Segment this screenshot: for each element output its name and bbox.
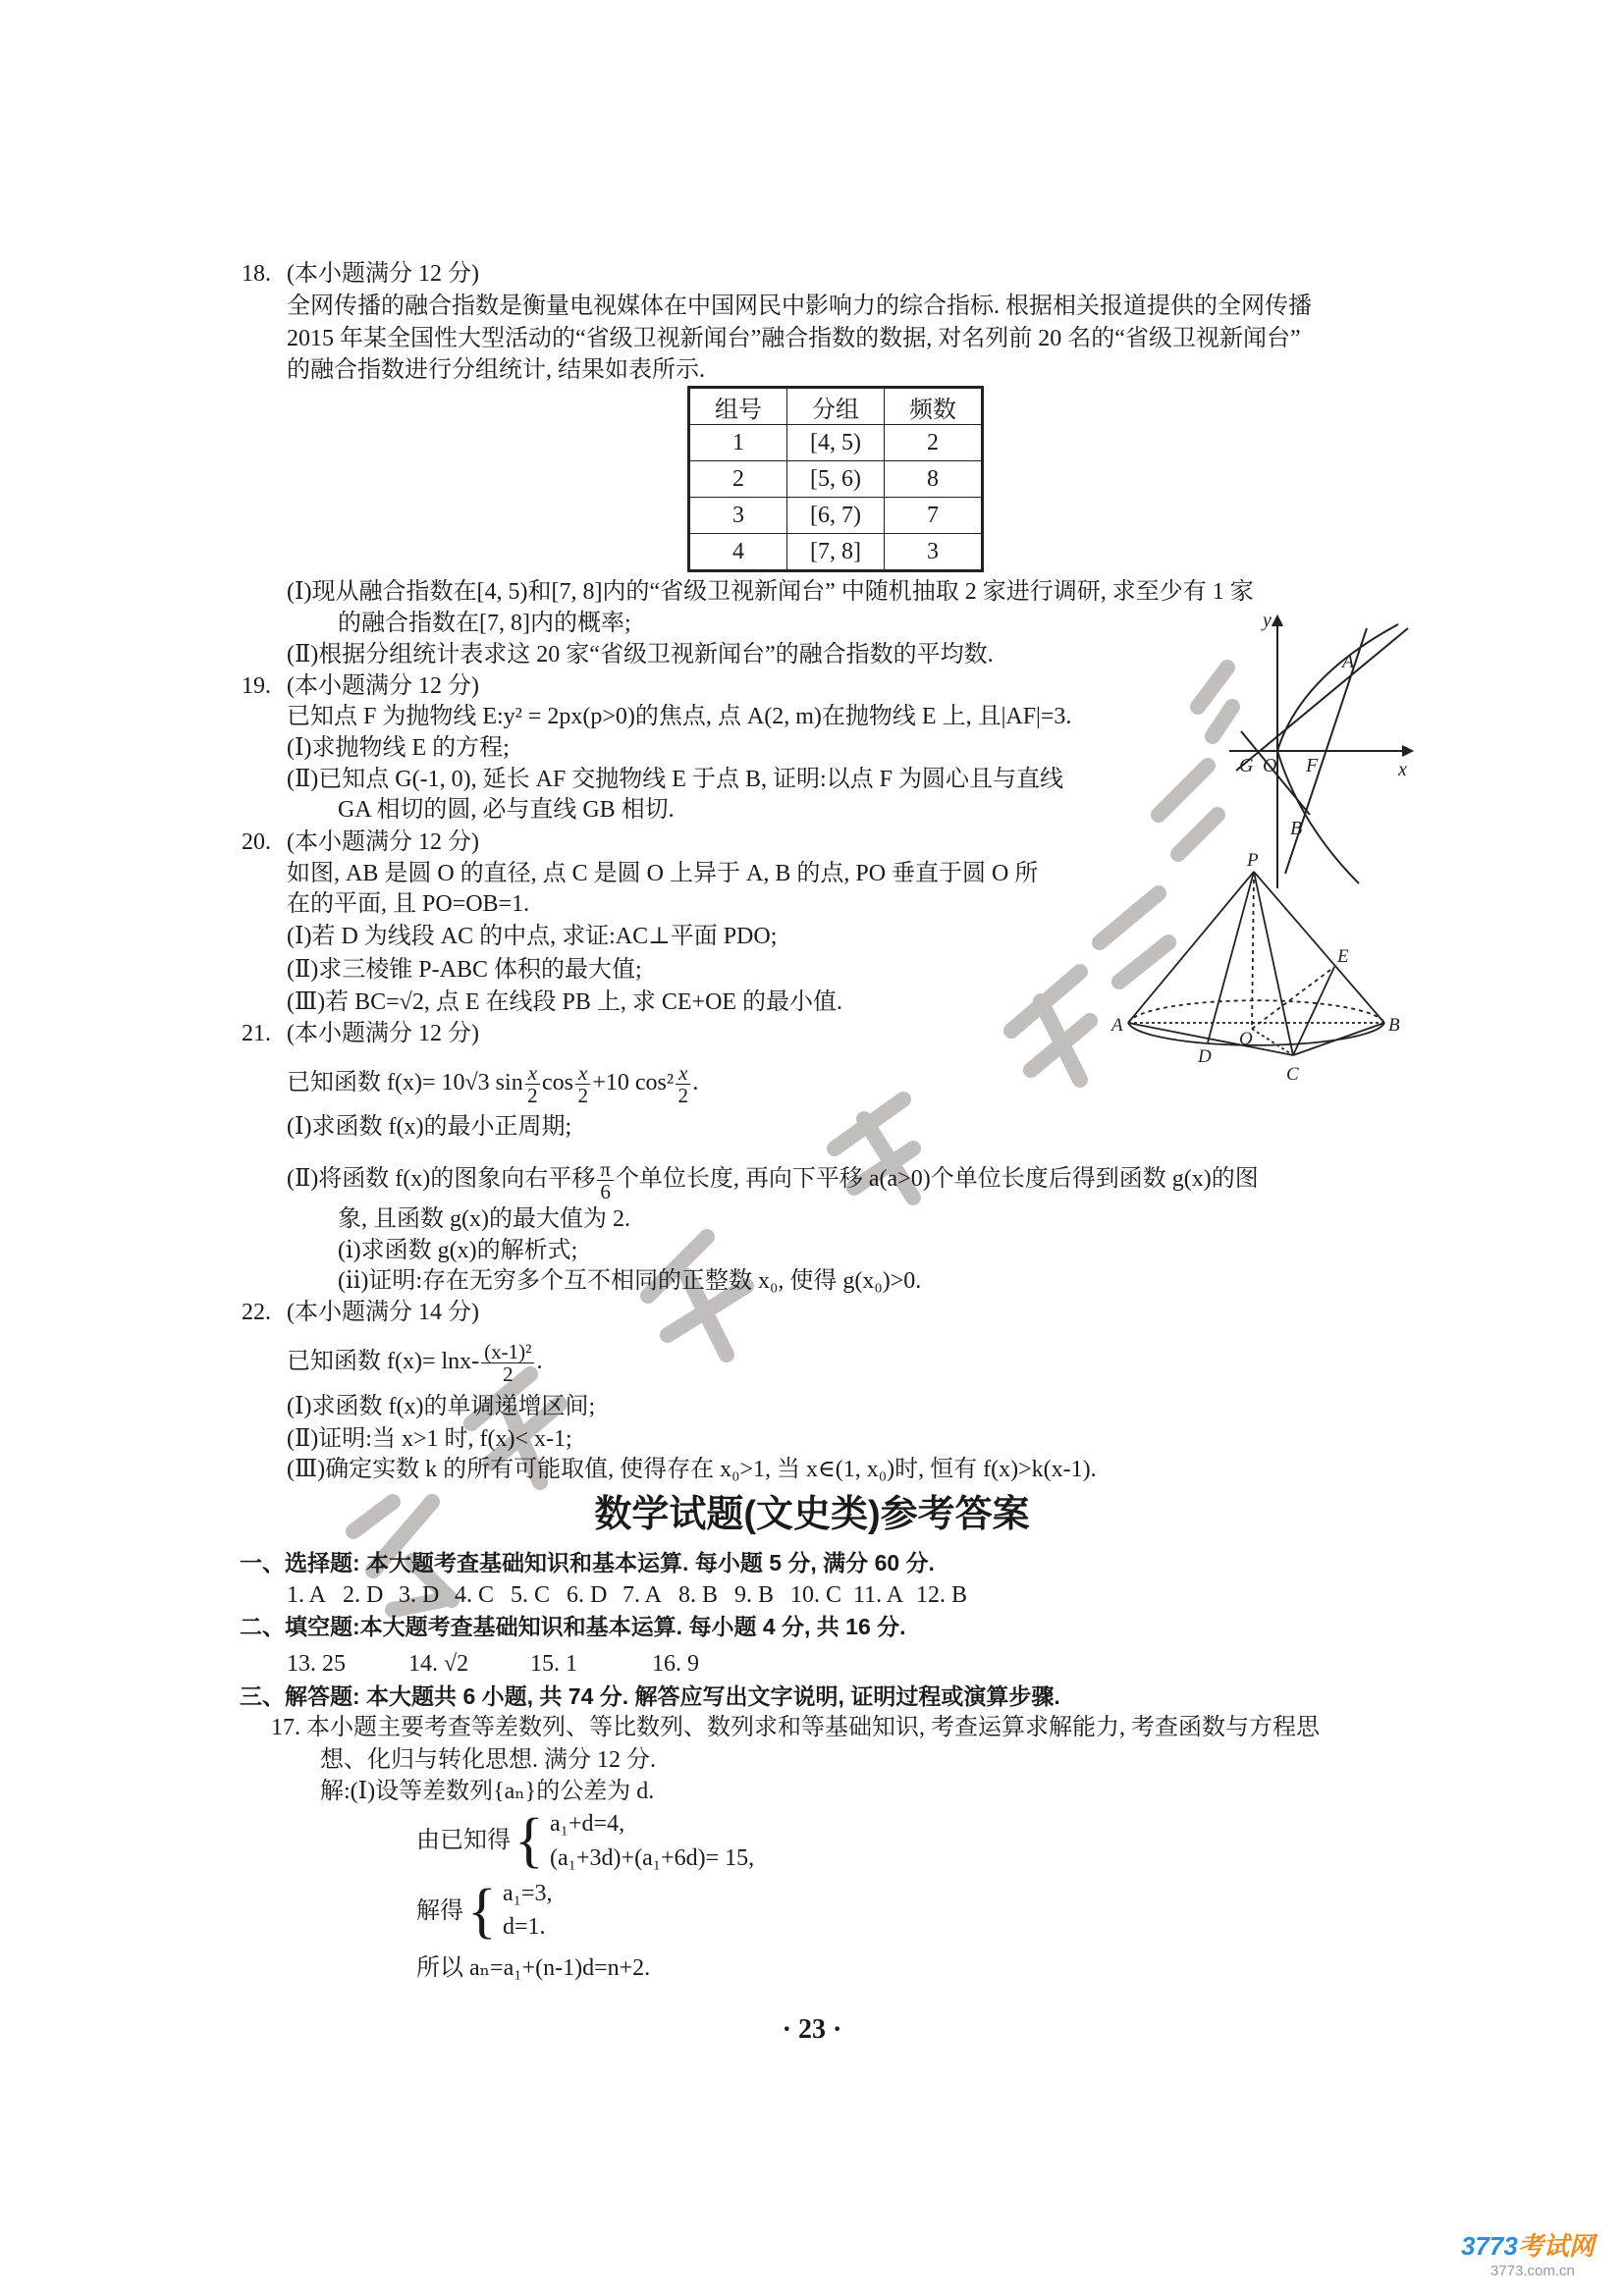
q19-body: 已知点 F 为抛物线 E:y² = 2px(p>0)的焦点, 点 A(2, m)在抛物线 E 上, 且|AF|=3. <box>287 704 1072 729</box>
brace: { <box>467 1878 497 1945</box>
q22-formula <box>287 1341 542 1385</box>
q20-part: (Ⅲ)若 BC=√2, 点 E 在线段 PB 上, 求 CE+OE 的最小值. <box>287 989 843 1015</box>
q21-subpart: (ⅰ)求函数 g(x)的解析式; <box>338 1238 578 1263</box>
logo-text: 考试网 <box>1517 2231 1595 2261</box>
section-choice-header: 一、选择题: 本大题考查基础知识和基本运算. 每小题 5 分, 满分 60 分. <box>240 1550 935 1575</box>
formula-text: +10 cos² <box>592 1070 675 1096</box>
choice-answer: 8. B <box>678 1582 719 1608</box>
label-x: x <box>1398 759 1407 780</box>
choice-answers <box>287 1580 979 1610</box>
fill-answers <box>287 1649 768 1679</box>
q21-header: (本小题满分 12 分) <box>287 1021 479 1046</box>
numerator: (x-1)² <box>481 1341 534 1363</box>
table-header-row <box>689 388 983 425</box>
q19-header: (本小题满分 12 分) <box>287 673 479 699</box>
label-b: B <box>1388 1015 1400 1036</box>
table-row <box>689 534 983 571</box>
q17-description: 17. 本小题主要考查等差数列、等比数列、数列求和等基础知识, 考查运算求解能力, 考查函数与方程思 <box>271 1715 1320 1740</box>
edge-pa <box>1128 872 1254 1023</box>
label-o: O <box>1239 1029 1253 1049</box>
fraction <box>575 1062 590 1106</box>
table-cell: [6, 7) <box>787 498 885 534</box>
fraction <box>525 1062 540 1106</box>
table-cell: [5, 6) <box>787 461 885 498</box>
edge-po <box>1252 872 1254 1029</box>
choice-answer: 7. A <box>623 1582 663 1608</box>
fraction <box>597 1158 614 1202</box>
label-a: A <box>1111 1015 1123 1036</box>
logo-domain: 3773.com.cn <box>1490 2263 1575 2279</box>
table-cell: 3 <box>885 534 983 571</box>
numerator: x <box>525 1062 540 1085</box>
table-cell: 2 <box>689 461 787 498</box>
base-back-arc <box>1128 1000 1384 1023</box>
q18-body: 全网传播的融合指数是衡量电视媒体在中国网民中影响力的综合指标. 根据相关报道提供的全网传播 <box>287 294 1312 319</box>
choice-answer: 1. A <box>287 1582 327 1608</box>
q22-header: (本小题满分 14 分) <box>287 1300 479 1325</box>
table-header: 频数 <box>885 388 983 425</box>
edge-pd <box>1208 872 1254 1042</box>
choice-answer: 2. D <box>343 1582 384 1608</box>
label-f: F <box>1306 755 1319 776</box>
brace: { <box>514 1807 544 1874</box>
system-equation: a₁+d=4, <box>550 1811 625 1837</box>
choice-answer: 9. B <box>734 1582 775 1608</box>
fill-answer: 13. 25 <box>287 1651 346 1677</box>
choice-answer: 6. D <box>567 1582 608 1608</box>
part-text: 个单位长度, 再向下平移 a(a>0)个单位长度后得到函数 g(x)的图 <box>615 1166 1259 1193</box>
q22-number: 22. <box>242 1300 271 1325</box>
q21-subpart: (ⅱ)证明:存在无穷多个互不相同的正整数 x₀, 使得 g(x₀)>0. <box>338 1268 922 1294</box>
choice-answer: 5. C <box>511 1582 551 1608</box>
edge-oc <box>1252 1029 1293 1055</box>
system-equation: (a₁+3d)+(a₁+6d)= 15, <box>550 1845 755 1871</box>
q20-header: (本小题满分 12 分) <box>287 829 479 855</box>
numerator: π <box>597 1158 614 1181</box>
line-ga <box>1236 628 1408 771</box>
q21-formula <box>287 1062 698 1106</box>
y-axis-arrow <box>1272 616 1282 626</box>
label-d: D <box>1198 1046 1212 1067</box>
q18-body: 2015 年某全国性大型活动的“省级卫视新闻台”融合指数的数据, 对名列前 20 名的“省级卫视新闻台” <box>287 326 1301 351</box>
denominator: 2 <box>677 1084 688 1107</box>
label-p: P <box>1247 850 1259 871</box>
q20-part: (Ⅰ)若 D 为线段 AC 的中点, 求证:AC⊥平面 PDO; <box>287 924 778 949</box>
q17-solution: 解:(Ⅰ)设等差数列{aₙ}的公差为 d. <box>320 1779 655 1804</box>
choice-answer: 4. C <box>455 1582 495 1608</box>
q17-result: 所以 aₙ=a₁+(n-1)d=n+2. <box>416 1955 651 1981</box>
table-header: 组号 <box>689 388 787 425</box>
fraction <box>676 1062 690 1106</box>
denominator: 2 <box>503 1362 514 1386</box>
system-label: 由已知得 <box>416 1828 511 1853</box>
table-cell: [7, 8] <box>787 534 885 571</box>
label-b: B <box>1290 818 1303 839</box>
q18-number: 18. <box>242 261 271 287</box>
choice-answer: 10. C <box>790 1582 842 1608</box>
watermark-char <box>1159 766 1218 854</box>
label-o: O <box>1263 755 1277 776</box>
formula-text: 已知函数 f(x)= lnx- <box>287 1349 480 1375</box>
page-number: · 23 · <box>782 2014 842 2045</box>
q22-part: (Ⅰ)求函数 f(x)的单调递增区间; <box>287 1394 596 1419</box>
q21-part <box>287 1158 1259 1202</box>
numerator: x <box>676 1062 690 1085</box>
formula-text: 已知函数 f(x)= 10√3 sin <box>287 1070 523 1096</box>
q20-part: (Ⅱ)求三棱锥 P-ABC 体积的最大值; <box>287 957 642 983</box>
q20-number: 20. <box>242 829 271 855</box>
q18-part: 的融合指数在[7, 8]内的概率; <box>338 611 631 636</box>
choice-answer: 3. D <box>399 1582 440 1608</box>
q20-body: 如图, AB 是圆 O 的直径, 点 C 是圆 O 上异于 A, B 的点, PO 垂直于圆 O 所 <box>287 861 1039 886</box>
q21-number: 21. <box>242 1021 271 1046</box>
denominator: 2 <box>577 1084 588 1107</box>
parabola-curve <box>1277 624 1398 883</box>
frequency-table <box>687 386 984 572</box>
fill-answer: 15. 1 <box>530 1651 577 1677</box>
choice-answer: 12. B <box>916 1582 968 1608</box>
q21-part: 象, 且函数 g(x)的最大值为 2. <box>338 1206 630 1232</box>
label-g: G <box>1239 755 1254 776</box>
q19-part: GA 相切的圆, 必与直线 GB 相切. <box>338 797 675 823</box>
edge-pc <box>1254 872 1293 1055</box>
edge-bc <box>1293 1023 1384 1055</box>
formula-text: cos <box>542 1070 574 1096</box>
table-header: 分组 <box>787 388 885 425</box>
table-row <box>689 461 983 498</box>
table-cell: 2 <box>885 425 983 461</box>
system-equation: d=1. <box>503 1914 546 1940</box>
denominator: 2 <box>527 1084 538 1107</box>
section-solution-header: 三、解答题: 本大题共 6 小题, 共 74 分. 解答应写出文字说明, 证明过程或演算步骤. <box>240 1683 1060 1709</box>
x-axis-arrow <box>1402 746 1412 756</box>
edge-pb <box>1254 872 1384 1023</box>
line-ab <box>1285 628 1367 874</box>
logo-number: 3773 <box>1461 2231 1518 2261</box>
edge-ce <box>1293 967 1334 1055</box>
system-label: 解得 <box>416 1898 463 1924</box>
watermark-char <box>1100 893 1168 982</box>
label-e: E <box>1337 946 1349 967</box>
table-cell: 3 <box>689 498 787 534</box>
label-a: A <box>1342 651 1355 672</box>
fill-answer: 14. √2 <box>408 1651 469 1677</box>
q18-part: (Ⅰ)现从融合指数在[4, 5)和[7, 8]内的“省级卫视新闻台” 中随机抽取 2 家进行调研, 求至少有 1 家 <box>287 579 1254 605</box>
q22-part: (Ⅱ)证明:当 x>1 时, f(x)< x-1; <box>287 1426 572 1452</box>
label-y: y <box>1263 610 1272 631</box>
q18-header: (本小题满分 12 分) <box>287 261 479 287</box>
logo-title <box>1461 2226 1595 2263</box>
watermark-char <box>1011 972 1090 1080</box>
watermark-char <box>648 1237 746 1355</box>
table-row <box>689 425 983 461</box>
denominator: 6 <box>600 1180 611 1203</box>
q20-body: 在的平面, 且 PO=OB=1. <box>287 891 530 917</box>
answers-title: 数学试题(文史类)参考答案 <box>594 1494 1030 1535</box>
q19-part: (Ⅰ)求抛物线 E 的方程; <box>287 735 510 761</box>
fill-answer: 16. 9 <box>652 1651 699 1677</box>
edge-oe <box>1252 967 1334 1029</box>
numerator: x <box>575 1062 590 1085</box>
site-logo <box>1461 2226 1595 2279</box>
label-c: C <box>1286 1064 1299 1085</box>
q22-part: (Ⅲ)确定实数 k 的所有可能取值, 使得存在 x₀>1, 当 x∈(1, x₀)时, 恒有 f(x)>k(x-1). <box>287 1457 1097 1482</box>
base-front-arc <box>1128 1023 1384 1045</box>
part-text: (Ⅱ)将函数 f(x)的图象向右平移 <box>287 1166 596 1193</box>
formula-text: . <box>692 1070 699 1096</box>
table-cell: 1 <box>689 425 787 461</box>
system-equation: a₁=3, <box>503 1881 553 1906</box>
q19-part: (Ⅱ)已知点 G(-1, 0), 延长 AF 交抛物线 E 于点 B, 证明:以点 F 为圆心且与直线 <box>287 767 1063 792</box>
q19-number: 19. <box>242 673 271 699</box>
choice-answer: 11. A <box>853 1582 904 1608</box>
q21-part: (Ⅰ)求函数 f(x)的最小正周期; <box>287 1114 572 1140</box>
watermark-char <box>1198 667 1232 736</box>
table-cell: 4 <box>689 534 787 571</box>
section-fill-header: 二、填空题:本大题考查基础知识和基本运算. 每小题 4 分, 共 16 分. <box>240 1614 906 1639</box>
q18-part: (Ⅱ)根据分组统计表求这 20 家“省级卫视新闻台”的融合指数的平均数. <box>287 642 994 667</box>
table-row <box>689 498 983 534</box>
table-cell: [4, 5) <box>787 425 885 461</box>
fraction <box>481 1341 534 1385</box>
edge-ac <box>1128 1023 1293 1055</box>
table-cell: 7 <box>885 498 983 534</box>
q18-body: 的融合指数进行分组统计, 结果如表所示. <box>287 357 705 383</box>
formula-text: . <box>536 1349 543 1375</box>
table-cell: 8 <box>885 461 983 498</box>
q17-description: 想、化归与转化思想. 满分 12 分. <box>320 1747 656 1773</box>
line-gb <box>1241 731 1310 815</box>
